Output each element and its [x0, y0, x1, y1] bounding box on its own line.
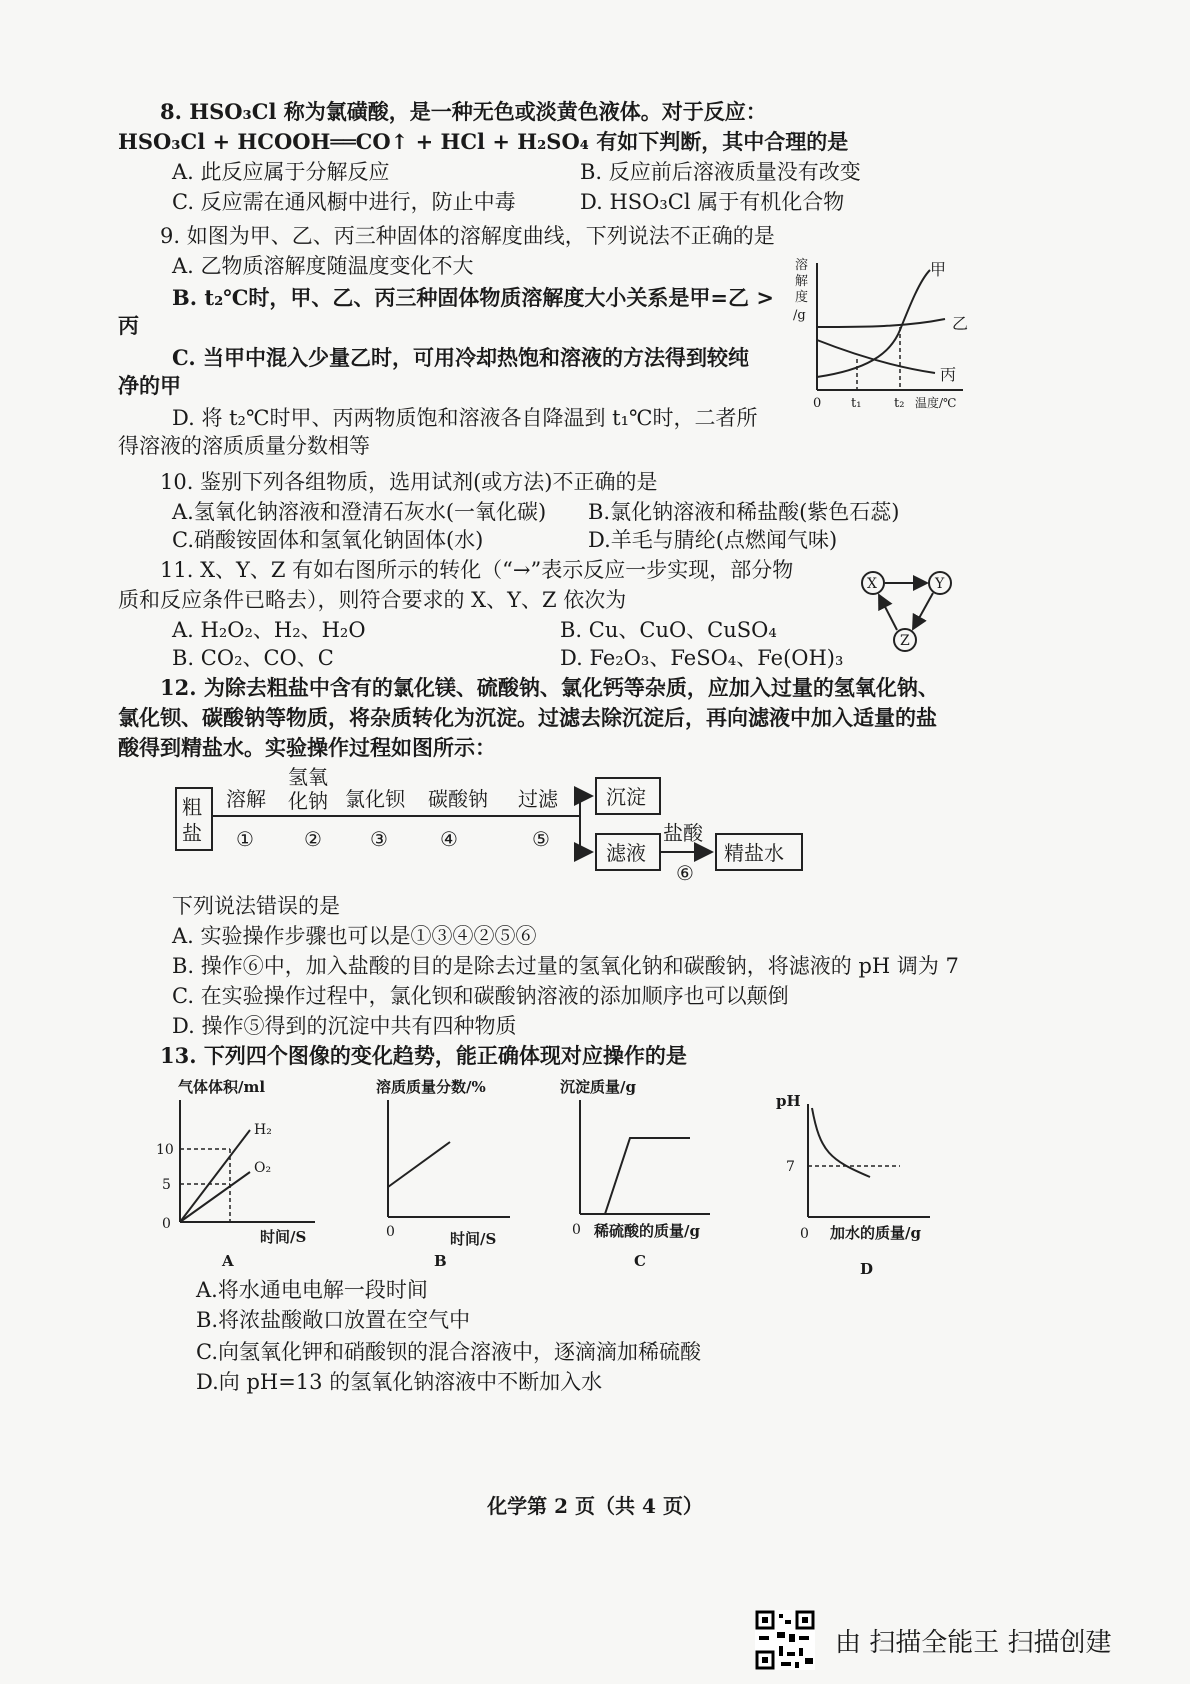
graph-d-ylabel: pH: [776, 1092, 801, 1110]
graph-b-xlabel: 时间/S: [450, 1230, 497, 1248]
step-2-number: ②: [304, 827, 322, 851]
acid-label: 盐酸: [663, 821, 703, 845]
to-precip-arrow: [580, 796, 592, 816]
label-bing: 丙: [940, 365, 957, 384]
step-3-number: ③: [370, 827, 388, 851]
graph-c-line: [580, 1138, 690, 1214]
step-3-label: 氯化钡: [345, 787, 405, 811]
graph-a-y10: 10: [156, 1142, 174, 1158]
graph-c: [560, 1072, 740, 1272]
q9-option-b-line1: B. t₂℃时，甲、乙、丙三种固体物质溶解度大小关系是甲=乙 >: [172, 285, 774, 310]
step-5-number: ⑤: [532, 827, 550, 851]
q8-option-c: C. 反应需在通风橱中进行，防止中毒: [172, 190, 516, 214]
q12-stem-line2: 氯化钡、碳酸钠等物质，将杂质转化为沉淀。过滤去除沉淀后，再向滤液中加入适量的盐: [118, 705, 937, 730]
step-2-label-2: 化钠: [288, 789, 328, 813]
q11-option-d: D. Fe₂O₃、FeSO₄、Fe(OH)₃: [560, 646, 844, 670]
graph-a-y5: 5: [162, 1177, 171, 1193]
node-x-label: X: [867, 576, 877, 592]
q8-option-a: A. 此反应属于分解反应: [172, 160, 390, 184]
q9-option-d-line1: D. 将 t₂℃时甲、丙两物质饱和溶液各自降温到 t₁℃时，二者所: [172, 406, 758, 430]
to-filtrate-arrow: [580, 816, 592, 852]
step-5-label: 过滤: [518, 787, 558, 811]
xyz-conversion-diagram: [855, 565, 965, 660]
q9-option-c-line1: C. 当甲中混入少量乙时，可用冷却热饱和溶液的方法得到较纯: [172, 345, 749, 370]
y-label-4: /g: [793, 308, 806, 323]
q11-stem-line2: 质和反应条件已略去），则符合要求的 X、Y、Z 依次为: [118, 588, 627, 612]
node-z-label: Z: [900, 633, 910, 649]
graph-a-o2-line: [180, 1172, 250, 1222]
purification-flowchart: [160, 762, 840, 892]
q10-option-b: B.氯化钠溶液和稀盐酸(紫色石蕊): [588, 500, 900, 524]
step-1-number: ①: [236, 827, 254, 851]
q13-option-c: C.向氢氧化钾和硝酸钡的混合溶液中，逐滴滴加稀硫酸: [196, 1340, 701, 1364]
graph-c-origin: 0: [572, 1222, 581, 1238]
arrow-z-x: [879, 595, 897, 630]
crude-salt-label-1: 粗: [182, 795, 202, 819]
q10-option-d: D.羊毛与腈纶(点燃闻气味): [588, 528, 838, 552]
step-2-label-1: 氢氧: [288, 765, 328, 789]
q13-option-b: B.将浓盐酸敞口放置在空气中: [196, 1308, 471, 1332]
y-label-1: 溶: [795, 258, 809, 273]
q9-stem: 9. 如图为甲、乙、丙三种固体的溶解度曲线，下列说法不正确的是: [160, 224, 775, 248]
q9-option-b-line2: 丙: [118, 313, 139, 338]
graph-b-tag: B: [434, 1252, 447, 1270]
graph-a-xlabel: 时间/S: [260, 1228, 307, 1246]
graph-a-o2-label: O₂: [254, 1160, 272, 1176]
q8-option-d: D. HSO₃Cl 属于有机化合物: [580, 190, 845, 214]
origin-label: 0: [813, 396, 822, 411]
q12-stem-line1: 12. 为除去粗盐中含有的氯化镁、硫酸钠、氯化钙等杂质，应加入过量的氢氧化钠、: [160, 675, 939, 700]
q13-stem: 13. 下列四个图像的变化趋势，能正确体现对应操作的是: [160, 1043, 687, 1068]
q12-option-b: B. 操作⑥中，加入盐酸的目的是除去过量的氢氧化钠和碳酸钠，将滤液的 pH 调为 7: [172, 954, 959, 978]
y-label-3: 度: [795, 290, 809, 305]
t1-label: t₁: [851, 396, 862, 411]
q11-stem-line1: 11. X、Y、Z 有如右图所示的转化（“→”表示反应一步实现，部分物: [160, 558, 794, 582]
q8-equation: HSO₃Cl + HCOOH══CO↑ + HCl + H₂SO₄ 有如下判断，其中合理的是: [118, 129, 849, 154]
graph-a-origin: 0: [162, 1216, 171, 1232]
graph-a-tag: A: [222, 1252, 234, 1270]
q12-ask: 下列说法错误的是: [172, 894, 340, 918]
graph-d-xlabel: 加水的质量/g: [830, 1224, 921, 1242]
brine-label: 精盐水: [724, 841, 784, 865]
page-footer: 化学第 2 页（共 4 页）: [487, 1494, 703, 1518]
q12-stem-line3: 酸得到精盐水。实验操作过程如图所示：: [118, 735, 496, 760]
crude-salt-label-2: 盐: [182, 821, 202, 845]
graph-b-ylabel: 溶质质量分数/%: [376, 1078, 486, 1096]
q11-option-c: B. CO₂、CO、C: [172, 646, 334, 670]
q9-option-d-line2: 得溶液的溶质质量分数相等: [118, 434, 370, 458]
q10-option-c: C.硝酸铵固体和氢氧化钠固体(水): [172, 528, 484, 552]
graph-c-ylabel: 沉淀质量/g: [560, 1078, 636, 1096]
q11-option-b: B. Cu、CuO、CuSO₄: [560, 618, 777, 642]
q9-option-c-line2: 净的甲: [118, 373, 181, 398]
q13-option-a: A.将水通电电解一段时间: [196, 1278, 428, 1302]
qr-code-icon: [755, 1610, 815, 1670]
graph-b-line: [388, 1142, 450, 1187]
step-4-number: ④: [440, 827, 458, 851]
graph-d-tag: D: [860, 1260, 874, 1278]
graph-d-y7: 7: [786, 1159, 795, 1175]
step-6-number: ⑥: [676, 861, 694, 885]
q12-option-c: C. 在实验操作过程中，氯化钡和碳酸钠溶液的添加顺序也可以颠倒: [172, 984, 789, 1008]
q10-stem: 10. 鉴别下列各组物质，选用试剂(或方法)不正确的是: [160, 470, 658, 494]
step-1-label: 溶解: [226, 787, 266, 811]
curve-bing: [817, 340, 935, 373]
graph-c-tag: C: [634, 1252, 646, 1270]
graph-b: [370, 1072, 530, 1272]
node-y-label: Y: [935, 576, 945, 592]
filtrate-label: 滤液: [606, 841, 646, 865]
q9-option-a: A. 乙物质溶解度随温度变化不大: [172, 254, 474, 278]
step-4-label: 碳酸钠: [428, 787, 488, 811]
y-label-2: 解: [795, 274, 809, 289]
graph-b-origin: 0: [386, 1224, 395, 1240]
graph-a-h2-line: [180, 1130, 250, 1222]
graph-d-curve: [812, 1108, 870, 1177]
label-jia: 甲: [930, 260, 947, 279]
solubility-curve-graph: [785, 255, 985, 420]
arrow-y-z: [913, 593, 933, 629]
graph-a-ylabel: 气体体积/ml: [178, 1078, 266, 1096]
graph-d-origin: 0: [800, 1226, 809, 1242]
graph-a-h2-label: H₂: [254, 1122, 272, 1138]
precipitate-label: 沉淀: [606, 785, 646, 809]
q12-option-d: D. 操作⑤得到的沉淀中共有四种物质: [172, 1014, 517, 1038]
graph-d: [770, 1072, 960, 1292]
q11-option-a: A. H₂O₂、H₂、H₂O: [172, 618, 366, 642]
q8-option-b: B. 反应前后溶液质量没有改变: [580, 160, 861, 184]
graph-c-xlabel: 稀硫酸的质量/g: [594, 1222, 700, 1240]
q13-option-d: D.向 pH=13 的氢氧化钠溶液中不断加入水: [196, 1370, 603, 1394]
scanner-watermark-text: 由 扫描全能王 扫描创建: [835, 1628, 1112, 1658]
curve-yi: [817, 319, 945, 327]
graph-a: [150, 1072, 340, 1272]
q8-stem: 8. HSO₃Cl 称为氯磺酸，是一种无色或淡黄色液体。对于反应：: [160, 99, 767, 124]
label-yi: 乙: [952, 314, 969, 333]
q10-option-a: A.氢氧化钠溶液和澄清石灰水(一氧化碳): [172, 500, 547, 524]
t2-label: t₂: [894, 396, 905, 411]
x-label: 温度/℃: [915, 396, 957, 410]
q12-option-a: A. 实验操作步骤也可以是①③④②⑤⑥: [172, 924, 537, 948]
